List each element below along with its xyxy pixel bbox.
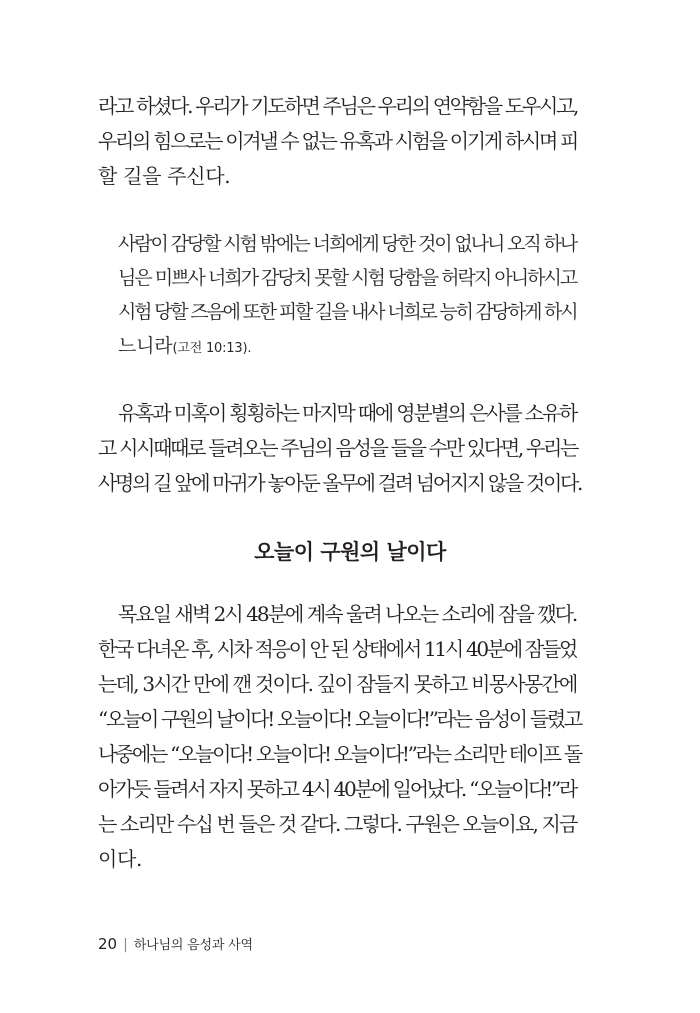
text-line: 이다. [98,847,143,871]
text-line: 유혹과 미혹이 횡횡하는 마지막 때에 영분별의 은사를 소유하 [118,401,577,425]
text-line: 목요일 새벽 2시 48분에 계속 울려 나오는 소리에 잠을 깼다. [118,602,577,626]
text-line: 는 소리만 수십 번 들은 것 같다. 그렇다. 구원은 오늘이요, 지금 [98,812,577,836]
quote-citation: (고전 10:13). [172,341,252,356]
text-line: 할 길을 주신다. [98,164,231,188]
section-heading: 오늘이 구원의 날이다 [254,540,446,564]
quote-line: 시험 당할 즈음에 또한 피할 길을 내사 너희로 능히 감당하게 하시 [118,301,577,323]
quote-last-text: 느니라 [118,335,173,357]
text-line: “오늘이 구원의 날이다! 오늘이다! 오늘이다!”라는 음성이 들렸고 [98,707,581,731]
text-line: 사명의 길 앞에 마귀가 놓아둔 올무에 걸려 넘어지지 않을 것이다. [98,471,582,495]
running-title: 하나님의 음성과 사역 [133,938,253,953]
page-number: 20 [98,935,118,953]
text-line: 한국 다녀온 후, 시차 적응이 안 된 상태에서 11시 40분에 잠들었 [98,637,576,661]
text-line: 나중에는 “오늘이다! 오늘이다! 오늘이다!”라는 소리만 테이프 돌 [98,742,581,766]
quote-line: 사람이 감당할 시험 밖에는 너희에게 당한 것이 없나니 오직 하나 [118,233,577,255]
text-line: 라고 하셨다. 우리가 기도하면 주님은 우리의 연약함을 도우시고, [98,94,578,118]
text-line: 는데, 3시간 만에 깬 것이다. 깊이 잠들지 못하고 비몽사몽간에 [98,672,577,696]
quote-line: 님은 미쁘사 너희가 감당치 못할 시험 당함을 허락지 아니하시고 [118,267,577,289]
text-line: 고 시시때때로 들려오는 주님의 음성을 들을 수만 있다면, 우리는 [98,436,578,460]
quote-line [118,334,251,361]
text-line: 우리의 힘으로는 이겨낼 수 없는 유혹과 시험을 이기게 하시며 피 [98,129,578,153]
page-footer [98,935,253,955]
text-line: 아가듯 들려서 자지 못하고 4시 40분에 일어났다. “오늘이다!”라 [98,777,577,801]
footer-separator: | [123,937,128,953]
